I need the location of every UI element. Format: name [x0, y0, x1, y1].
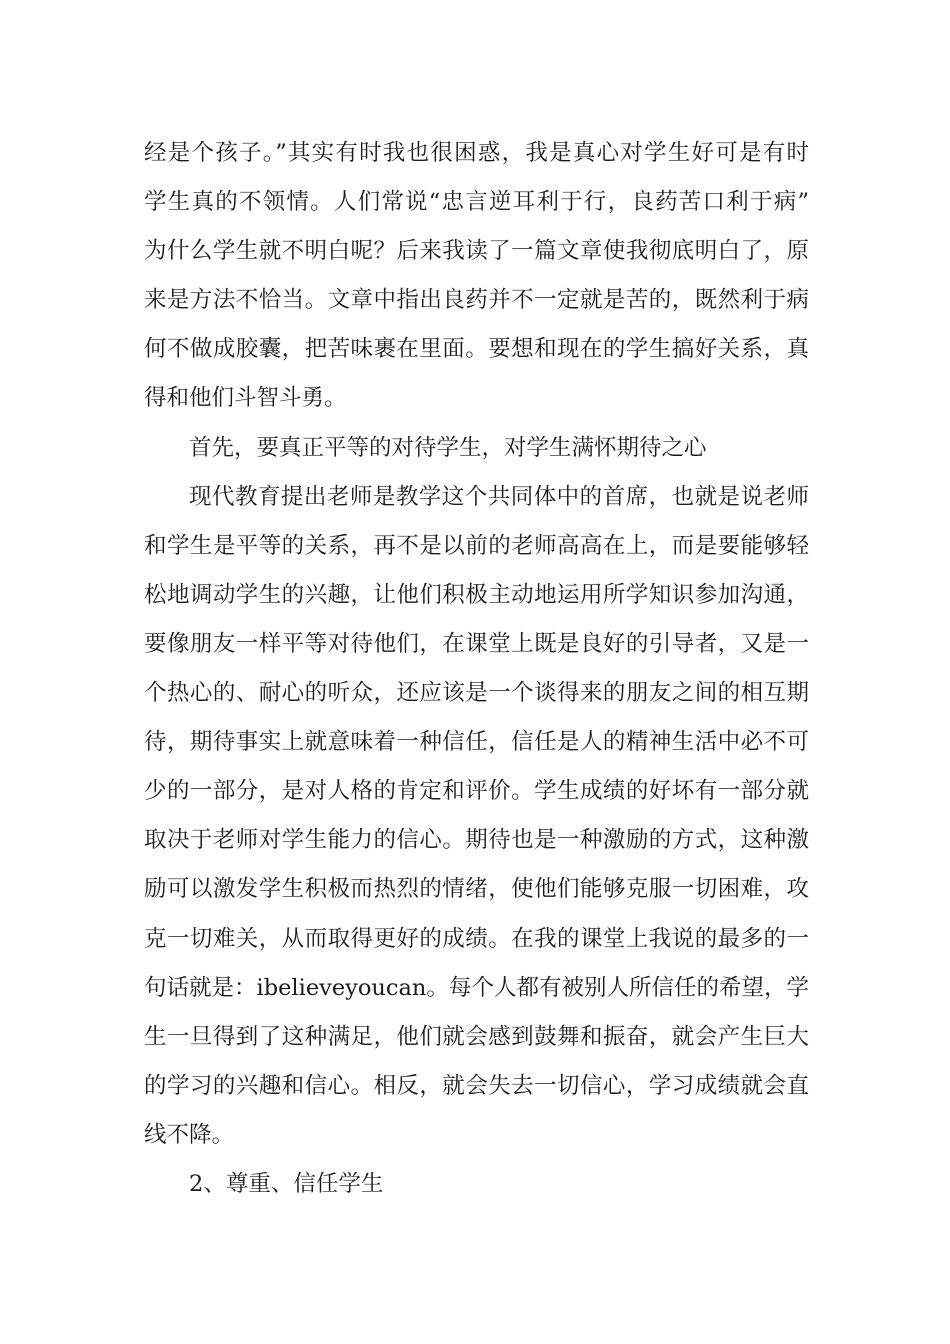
- text-line-20: 的学习的兴趣和信心。相反，就会失去一切信心，学习成绩就会直: [144, 1072, 809, 1099]
- text-line-19: 生一旦得到了这种满足，他们就会感到鼓舞和振奋，就会产生巨大: [144, 1023, 809, 1050]
- text-line-14: 少的一部分，是对人格的肯定和评价。学生成绩的好坏有一部分就: [144, 778, 809, 805]
- text-line-18: 句话就是：ibelieveyoucan。每个人都有被别人所信任的希望，学: [144, 974, 809, 1001]
- text-line-15: 取决于老师对学生能力的信心。期待也是一种激励的方式，这种激: [144, 827, 809, 854]
- section-heading-first: 首先，要真正平等的对待学生，对学生满怀期待之心: [189, 434, 707, 461]
- text-line-8: 现代教育提出老师是教学这个共同体中的首席，也就是说老师: [189, 483, 809, 510]
- text-line-5: 何不做成胶囊，把苦味裹在里面。要想和现在的学生搞好关系，真: [144, 336, 809, 363]
- text-line-10: 松地调动学生的兴趣，让他们积极主动地运用所学知识参加沟通，: [144, 581, 809, 608]
- text-line-9: 和学生是平等的关系，再不是以前的老师高高在上，而是要能够轻: [144, 532, 809, 559]
- document-body: [144, 129, 809, 1209]
- text-line-21: 线不降。: [144, 1121, 235, 1148]
- text-line-2: 学生真的不领情。人们常说“忠言逆耳利于行，良药苦口利于病”: [144, 189, 809, 216]
- text-line-17: 克一切难关，从而取得更好的成绩。在我的课堂上我说的最多的一: [144, 925, 809, 952]
- text-line-6: 得和他们斗智斗勇。: [144, 385, 347, 412]
- text-line-3: 为什么学生就不明白呢？后来我读了一篇文章使我彻底明白了，原: [144, 238, 809, 265]
- text-line-11: 要像朋友一样平等对待他们，在课堂上既是良好的引导者，又是一: [144, 630, 809, 657]
- text-line-4: 来是方法不恰当。文章中指出良药并不一定就是苦的，既然利于病: [144, 287, 809, 314]
- text-line-1: 经是个孩子。”其实有时我也很困惑，我是真心对学生好可是有时: [144, 140, 809, 166]
- text-line-16: 励可以激发学生积极而热烈的情绪，使他们能够克服一切困难，攻: [144, 876, 809, 903]
- section-heading-respect-trust: 2、尊重、信任学生: [189, 1170, 384, 1197]
- text-line-12: 个热心的、耐心的听众，还应该是一个谈得来的朋友之间的相互期: [144, 680, 809, 707]
- text-line-13: 待，期待事实上就意味着一种信任，信任是人的精神生活中必不可: [144, 729, 809, 756]
